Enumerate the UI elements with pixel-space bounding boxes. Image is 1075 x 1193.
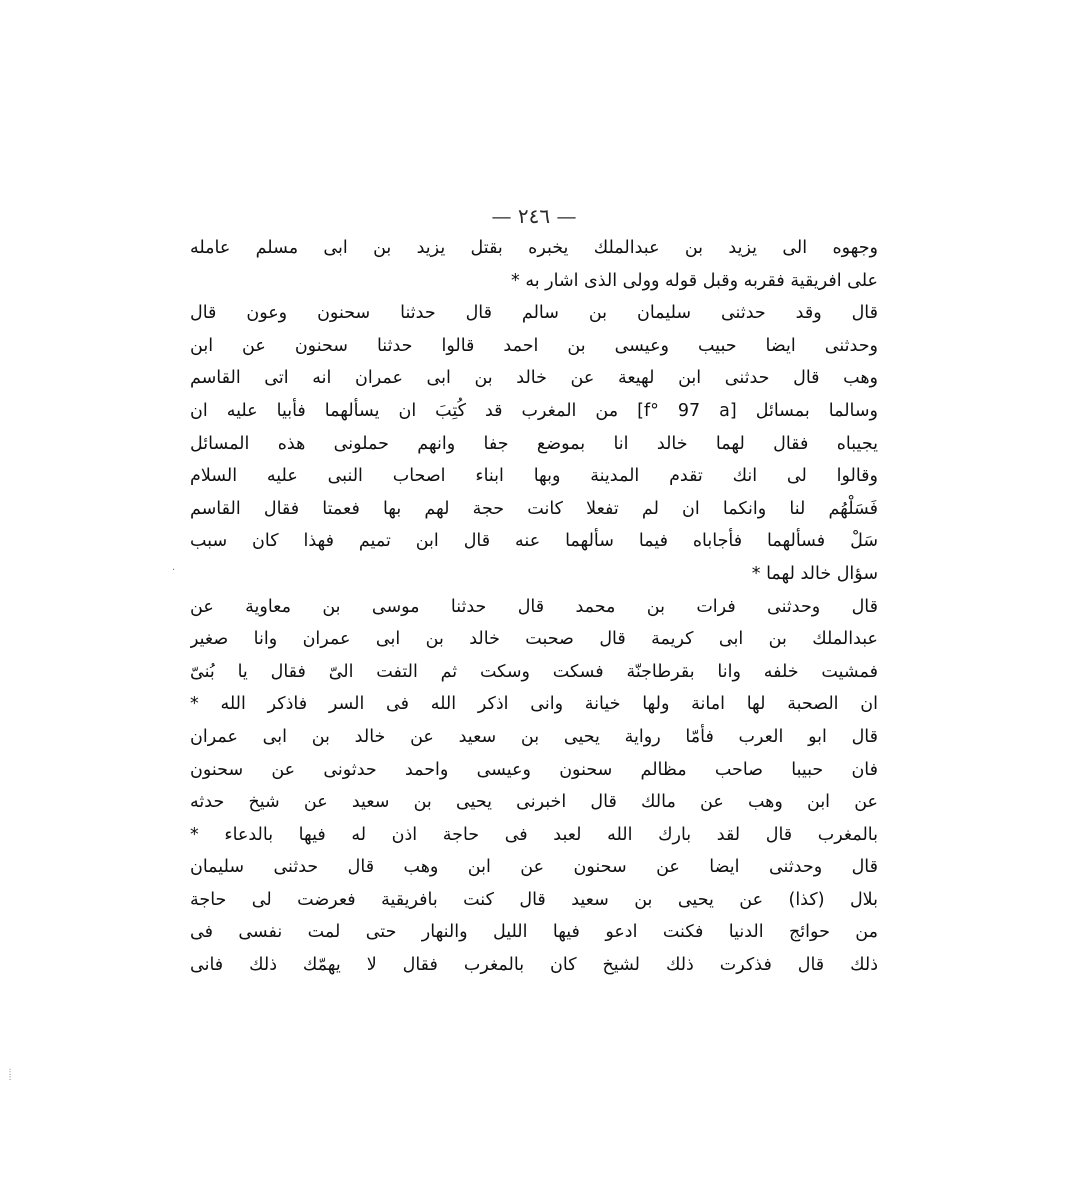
margin-speck: · (172, 565, 176, 576)
text-line: سؤال خالد لهما * (751, 563, 878, 584)
text-line: فَسَلْهُم لنا وانكما ان لم تفعلا كانت حجة لهم بها فعمتا فقال القاسم (190, 498, 878, 519)
text-line: يجيباه فقال لهما خالد انا بموضع جفا وانهم حملونى هذه المسائل (190, 433, 878, 454)
text-line: وجهوه الى يزيد بن عبدالملك يخبره بقتل يزيد بن ابى مسلم عامله (190, 238, 878, 258)
text-line: وهب قال حدثنى ابن لهيعة عن خالد بن ابى عمران انه اتى القاسم (190, 368, 878, 389)
page-number-header: — ٢٤٦ — (491, 204, 577, 228)
text-line: بلال (كذا) عن يحيى بن سعيد قال كنت بافريقية فعرضت لى حاجة (190, 889, 878, 910)
text-line: فان حبيبا صاحب مظالم سحنون وعيسى واحمد حدثونى عن سحنون (190, 759, 878, 780)
text-line: قال وحدثنى فرات بن محمد قال حدثنا موسى بن معاوية عن (190, 596, 878, 617)
text-line: عبدالملك بن ابى كريمة قال صحبت خالد بن ابى عمران وانا صغير (190, 629, 878, 650)
text-line: وسالما بمسائل [f° 97 a] من المغرب قد كُتِبَ ان يسألهما فأبيا عليه ان (190, 400, 878, 421)
text-line: وحدثنى ايضا حبيب وعيسى بن احمد قالوا حدثنا سحنون عن ابن (190, 335, 878, 356)
text-line: وقالوا لى انك تقدم المدينة وبها ابناء اصحاب النبى عليه السلام (190, 466, 878, 487)
text-line: من حوائج الدنيا فكنت ادعو فيها الليل والنهار حتى لمت نفسى فى (190, 922, 878, 943)
text-line: عن ابن وهب عن مالك قال اخبرنى يحيى بن سعيد عن شيخ حدثه (190, 792, 878, 813)
text-line: قال ابو العرب فأمّا رواية يحيى بن سعيد عن خالد بن ابى عمران (190, 726, 878, 747)
text-line: قال وحدثنى ايضا عن سحنون عن ابن وهب قال حدثنى سليمان (190, 857, 878, 878)
text-line: سَلْ فسألهما فأجاباه فيما سألهما عنه قال ابن تميم فهذا كان سبب (190, 531, 878, 552)
text-line: بالمغرب قال لقد بارك الله لعبد فى حاجة اذن له فيها بالدعاء * (190, 824, 878, 845)
text-line: على افريقية فقربه وقبل قوله وولى الذى اشار به * (511, 270, 878, 291)
text-line: ذلك قال فذكرت ذلك لشيخ كان بالمغرب فقال لا يهمّك ذلك فانى (190, 955, 878, 976)
arabic-text-block (190, 232, 878, 982)
text-line: قال وقد حدثنى سليمان بن سالم قال حدثنا سحنون وعون قال (190, 303, 878, 324)
edge-speck: ····· (5, 1068, 14, 1081)
text-line: ان الصحبة لها امانة ولها خيانة وانى اذكر الله فى السر فاذكر الله * (190, 694, 878, 715)
text-line: فمشيت خلفه وانا بقرطاجنّة فسكت وسكت ثم التفت الىّ فقال يا بُنىّ (190, 661, 878, 682)
